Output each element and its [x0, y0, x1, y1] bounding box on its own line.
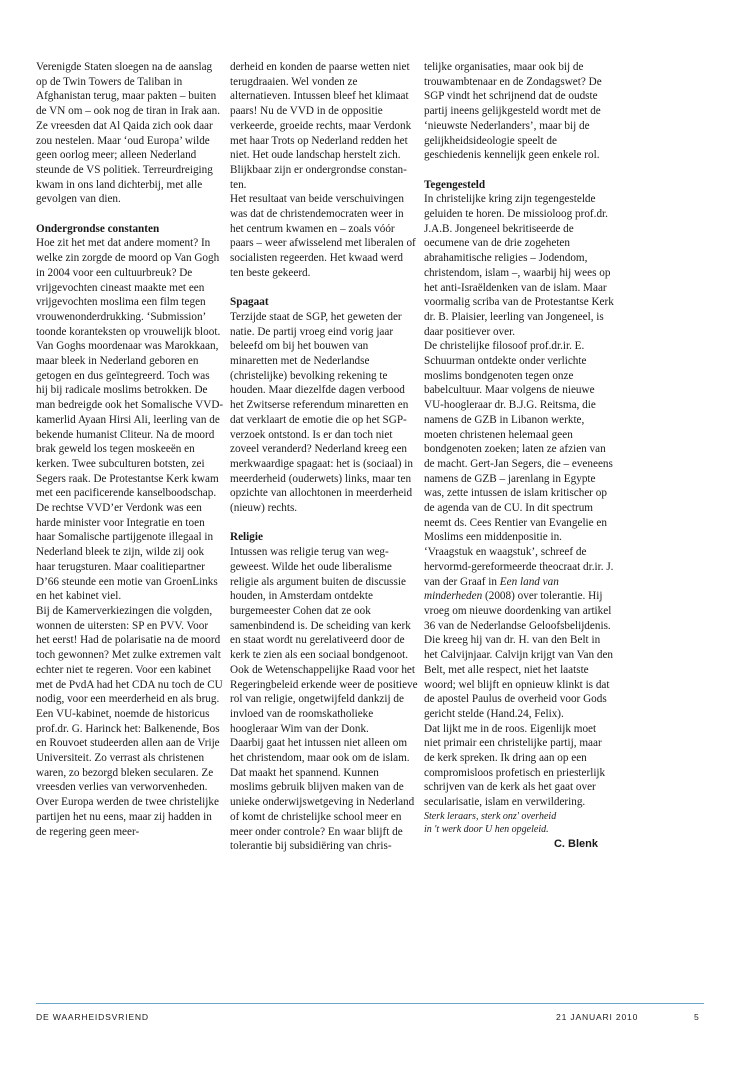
paragraph-text: ‘Vraagstuk en waagstuk’, schreef de hervormd-gereformeerde theocraat dr.ir. J. van der Graaf in [424, 546, 614, 588]
book-title: Een land van minderheden [424, 575, 559, 603]
article-column-1 [36, 60, 224, 839]
article-column-2 [230, 60, 418, 854]
article-column-3 [424, 60, 614, 852]
section-heading-ondergrondse-constanten: Ondergrondse constanten [36, 222, 160, 235]
closing-quote-line-2: in 't werk door U hen opgeleid. [424, 824, 549, 836]
paragraph: Dat lijkt me in de roos. Eigenlijk moet niet primair een christelijke partij, maar de kerk spreken. Ik dring aan op een compromisloos profetisch en priesterlijk schrijven van de kerk als het gaat over secularisatie, islam en verwildering. [424, 722, 606, 809]
author-signature: C. Blenk [553, 837, 598, 850]
paragraph: Terzijde staat de SGP, het geweten der natie. De partij vroeg eind vorig jaar beleefd om bij het bouwen van minaretten met de Nederlandse (christelijke) bevolking rekening te houden. Maar diezelfde dagen verbood het Zwitserse referendum minaretten en dat verklaart de emotie die op het SGP-verzoek ontstond. Is er dan toch niet zoveel veranderd? Nederland kreeg een merkwaardige spagaat: het is (sociaal) in meerderheid (ouderwets) links, maar ten opzichte van allochtonen in meerderheid (nieuw) rechts. [230, 310, 413, 515]
paragraph: De christelijke filosoof prof.dr.ir. E. Schuurman ontdekte onder verlichte moslims bondgenoten tegen onze babelcultuur. Maar volgens de nieuwe VU-hoogleraar dr. B.J.G. Reitsma, die namens de GZB in Libanon werkte, moeten christenen helemaal geen bondgenoten zoeken; laten ze afzien van de macht. Gert-Jan Segers, die – eveneens namens de GZB – jarenlang in Egypte was, zette intussen de islam kritischer op de agenda van de CU. In dit spectrum neemt ds. Cees Rentier van Evangelie en Moslims een middenpositie in. [424, 340, 613, 544]
paragraph: Daarbij gaat het intussen niet alleen om het christendom, maar ook om de islam. Dat maakt het spannend. Kunnen moslims gebruik blijven maken van de unieke onderwijswetgeving in Nederland of komt de christelijke school meer en meer onder controle? En waar blijft de tolerantie bij subsidiëring van chris- [230, 737, 415, 853]
paragraph: In christelijke kring zijn tegengestelde geluiden te horen. De missioloog prof.dr. J.A.B. Jongeneel bekritiseerde de oecumene van de drie zogeheten abrahamitische religies – Jodendom, christendom, islam –, waarbij hij wees op het anti-Israëldenken van de islam. Maar voormalig scriba van de Protestantse Kerk dr. B. Plaisier, leerling van Jongeneel, is daar positiever over. [424, 193, 614, 338]
paragraph: Hoe zit het met dat andere moment? In welke zin zorgde de moord op Van Gogh in 2004 voor een cultuurbreuk? De vrijgevochten cineast maakte met een vrijgevochten moslima een film tegen vrouwenonderdrukking. ‘Submission’ toonde koranteksten op vrouwelijk bloot. Van Goghs moordenaar was Marokkaan, maar bleek in Nederland geboren en getogen en dus geïntegreerd. Toch was hij bij radicale moslims betrokken. De man bedreigde ook het Somalische VVD-kamerlid Ayaan Hirsi Ali, leerling van de bekende humanist Cliteur. Na de moord brak geweld los tegen moskeeën en kerken. Twee subculturen botsten, zei Segers raak. De Protestantse Kerk kwam met een pacificerende kanselboodschap. De rechtse VVD’er Verdonk was een harde minister voor Integratie en toen haar Somalische partijgenote illegaal in Nederland bleek te zijn, wilde zij ook haar terugsturen. Maar coalitiepartner D’66 steunde een motie van GroenLinks en het kabinet viel. [36, 237, 224, 603]
section-heading-religie: Religie [230, 531, 263, 544]
paragraph: derheid en konden de paarse wetten niet terugdraaien. Wel vonden ze alternatieven. Intussen bleef het klimaat paars! Nu de VVD in de oppositie verkeerde, groeide rechts, maar Verdonk met haar Trots op Nederland redden het niet. Het oude landschap herstelt zich. Blijkbaar zijn er ondergrondse constanten. [230, 61, 412, 191]
paragraph: Bij de Kamerverkiezingen die volgden, wonnen de uitersten: SP en PVV. Voor het eerst! Had de polarisatie na de moord toch gewonnen? Met zulke extremen valt echter niet te regeren. Voor een kabinet met de PvdA had het CDA nu toch de CU nodig, voor een meerderheid en als brug. Een VU-kabinet, noemde de historicus prof.dr. G. Harinck het: Balkenende, Bos en Rouvoet studeerden allen aan de Vrije Universiteit. Zo verrast als christenen waren, zo bezorgd bleken secularen. Ze vreesden verlies van verworvenheden. [36, 605, 223, 794]
footer-divider [36, 1003, 704, 1004]
paragraph: telijke organisaties, maar ook bij de trouwambtenaar en de Zondagswet? De SGP vindt het schrijnend dat de oudste partij ineens gelijkgesteld wordt met de ‘nieuwste Nederlanders’, maar bij de gelijkheidsideologie speelt de geschiedenis kennelijk geen enkele rol. [424, 61, 602, 162]
closing-quote-line-1: Sterk leraars, sterk onz' overheid [424, 810, 557, 822]
paragraph: Over Europa werden de twee christelijke partijen het nu eens, maar zij hadden in de regering geen meer- [36, 796, 219, 838]
section-heading-tegengesteld: Tegengesteld [424, 178, 486, 191]
paragraph-text: (2008) over tolerantie. Hij vroeg om nieuwe doordenking van artikel 36 van de Nederlandse Geloofsbelijdenis. Die kreeg hij van dr. H. van den Belt in het Calvijnjaar. Calvijn krijgt van Van den Belt, met alle respect, niet het laatste woord; wel blijft en opnieuw klinkt is dat de apostel Paulus de overheid voor Gods gericht stelde (Hand.24, Felix). [424, 590, 614, 720]
paragraph: Het resultaat van beide verschuivingen was dat de christendemocraten weer in het centrum kwamen en – zoals vóór paars – weer afwisselend met liberalen of socialisten regeerden. Het kwaad werd ten beste gekeerd. [230, 193, 416, 279]
publication-name: DE WAARHEIDSVRIEND [36, 1012, 149, 1022]
page-number: 5 [694, 1012, 700, 1022]
paragraph: Verenigde Staten sloegen na de aanslag op de Twin Towers de Taliban in Afghanistan terug, maar pakten – buiten de VN om – ook nog de tiran in Irak aan. Ze vreesden dat Al Qaida zich ook daar zou nestelen. Maar ‘oud Europa’ wilde geen oorlog meer; alleen Nederland steunde de VS politiek. Terreurdreiging kwam in ons land dichterbij, met alle gevolgen van dien. [36, 61, 221, 206]
paragraph [424, 545, 614, 721]
paragraph: Intussen was religie terug van weggeweest. Wilde het oude liberalisme religie als argument buiten de discussie houden, in Amsterdam ontdekte burgemeester Cohen dat ze ook samenbindend is. De scheiding van kerk en staat wordt nu gerelativeerd door de kerk te zien als een sociaal bondgenoot. Ook de Wetenschappelijke Raad voor het Regeringbeleid erkende weer de positieve rol van religie, ongetwijfeld dankzij de invloed van de roomskatholieke hoogleraar Wim van der Donk. [230, 546, 418, 735]
section-heading-spagaat: Spagaat [230, 296, 269, 309]
issue-date: 21 JANUARI 2010 [556, 1012, 639, 1022]
